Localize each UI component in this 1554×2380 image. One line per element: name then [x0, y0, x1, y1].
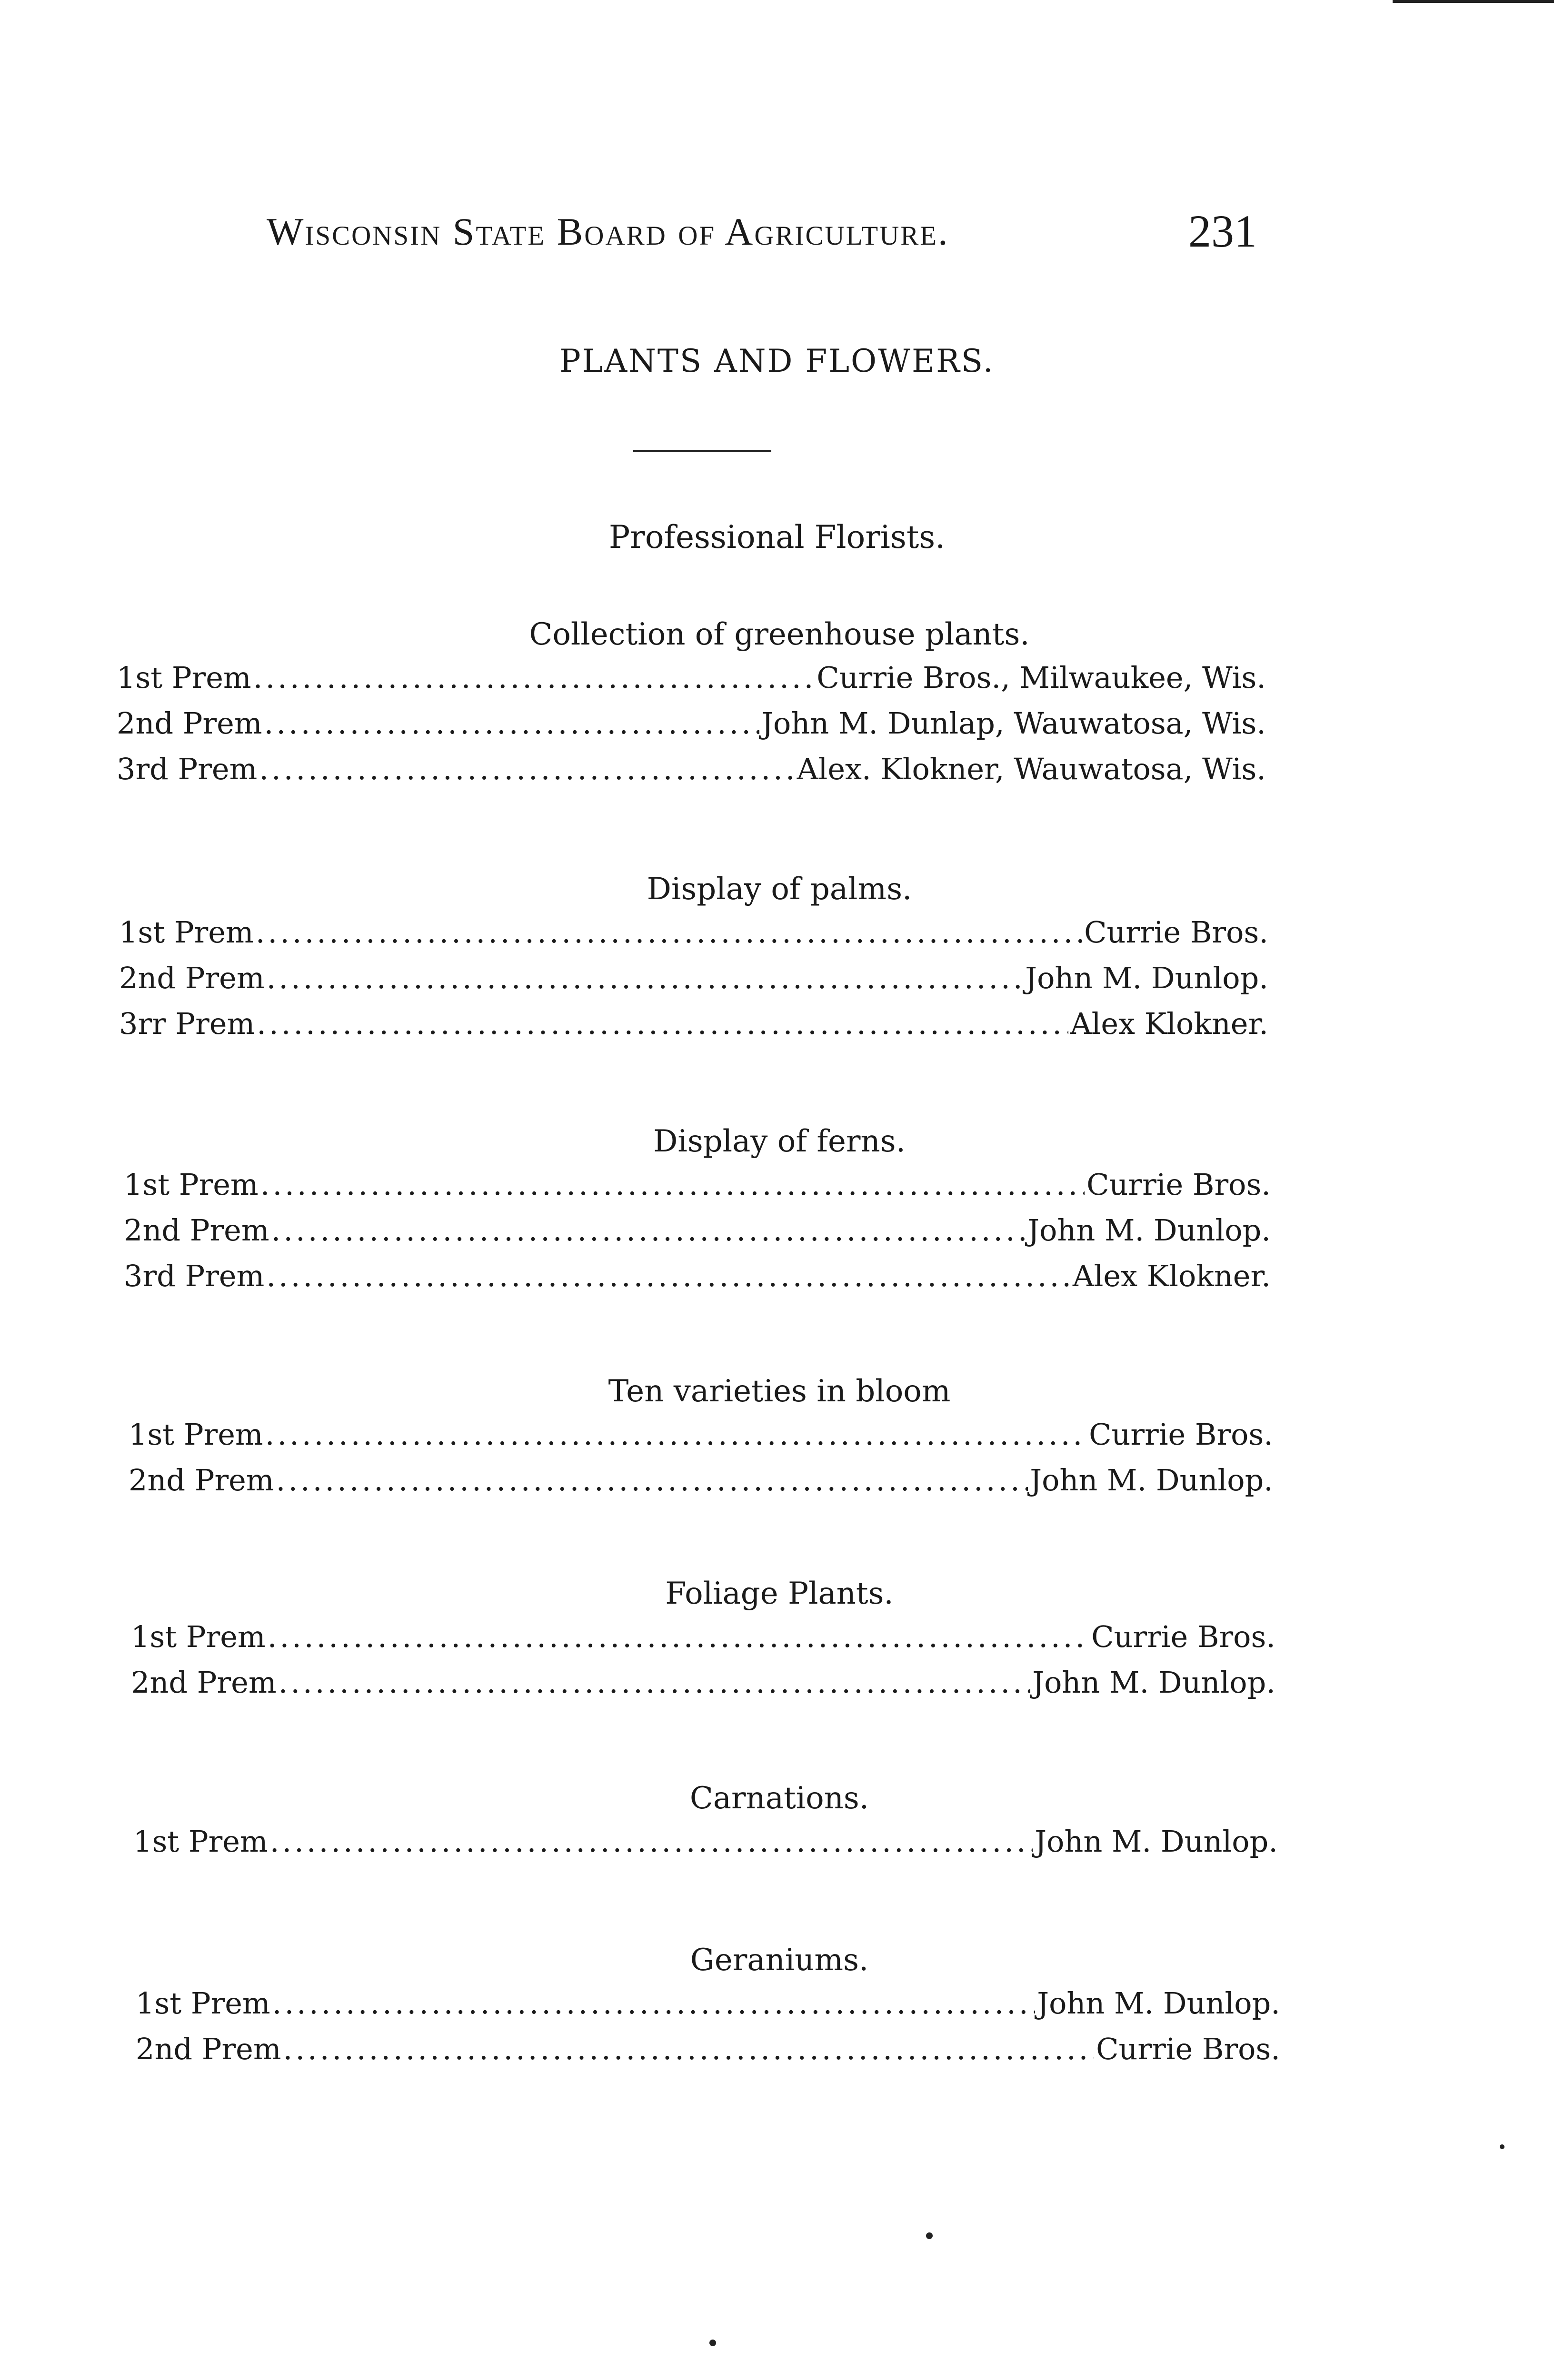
award-winner: Currie Bros. — [1096, 2032, 1280, 2066]
dot-leader — [279, 1660, 1031, 1706]
award-place: 1st Prem — [133, 1824, 268, 1859]
award-entry — [119, 955, 1268, 1001]
award-place: 2nd Prem — [129, 1463, 274, 1497]
award-entry — [129, 1458, 1273, 1503]
dot-leader — [256, 910, 1082, 955]
award-entry — [124, 1208, 1271, 1253]
award-place: 1st Prem — [124, 1167, 259, 1202]
dot-leader — [267, 955, 1024, 1001]
title-divider — [633, 450, 771, 452]
award-winner: Currie Bros. — [1089, 1417, 1273, 1452]
dot-leader — [265, 1412, 1087, 1458]
dot-leader — [259, 746, 795, 792]
award-winner: John M. Dunlop. — [1032, 1665, 1275, 1700]
category-title: Ten varieties in bloom — [608, 1374, 951, 1409]
award-entry — [119, 1001, 1268, 1047]
award-entry — [117, 701, 1266, 746]
award-entry — [124, 1253, 1271, 1299]
category-ferns — [0, 1121, 1554, 1299]
dot-leader — [257, 1001, 1068, 1047]
award-place: 1st Prem — [119, 915, 254, 950]
award-winner: Alex Klokner. — [1072, 1259, 1271, 1293]
award-winner: Currie Bros. — [1084, 915, 1268, 950]
award-place: 1st Prem — [117, 660, 251, 695]
category-palms — [0, 869, 1554, 1047]
award-place: 2nd Prem — [131, 1665, 277, 1700]
category-geraniums — [0, 1940, 1554, 2072]
award-entry — [136, 2026, 1280, 2072]
award-entry — [136, 1981, 1280, 2026]
running-head: Wisconsin State Board of Agriculture. — [267, 210, 949, 253]
award-winner: Alex. Klokner, Wauwatosa, Wis. — [797, 752, 1266, 786]
award-winner: Alex Klokner. — [1070, 1006, 1268, 1041]
dot-leader — [272, 1981, 1035, 2026]
scan-speck — [1500, 2144, 1504, 2149]
award-winner: Currie Bros. — [1086, 1167, 1271, 1202]
dot-leader — [276, 1458, 1028, 1503]
award-winner: John M. Dunlop. — [1027, 1213, 1271, 1248]
category-title: Geraniums. — [690, 1943, 869, 1978]
dot-leader — [271, 1208, 1026, 1253]
category-title: Collection of greenhouse plants. — [529, 617, 1030, 652]
award-entry — [131, 1614, 1275, 1660]
category-ten-varieties — [0, 1371, 1554, 1503]
scan-speck — [926, 2232, 933, 2239]
award-place: 3rr Prem — [119, 1006, 255, 1041]
award-place: 1st Prem — [129, 1417, 263, 1452]
dot-leader — [266, 1253, 1071, 1299]
award-winner: John M. Dunlop. — [1035, 1824, 1278, 1859]
award-entry — [133, 1819, 1278, 1864]
award-entry — [124, 1162, 1271, 1208]
award-winner: John M. Dunlap, Wauwatosa, Wis. — [761, 706, 1266, 741]
award-place: 1st Prem — [131, 1619, 266, 1654]
dot-leader — [260, 1162, 1085, 1208]
dot-leader — [270, 1819, 1033, 1864]
dot-leader — [268, 1614, 1089, 1660]
category-carnations — [0, 1778, 1554, 1864]
award-place: 2nd Prem — [119, 961, 265, 995]
award-winner: Currie Bros., Milwaukee, Wis. — [817, 660, 1266, 695]
award-place: 3rd Prem — [117, 752, 258, 786]
award-entry — [117, 655, 1266, 701]
dot-leader — [283, 2026, 1094, 2072]
award-entry — [117, 746, 1266, 792]
category-foliage-plants — [0, 1573, 1554, 1706]
category-greenhouse-plants — [0, 614, 1554, 792]
category-title: Display of palms. — [647, 872, 912, 907]
page-number: 231 — [1188, 206, 1257, 257]
dot-leader — [253, 655, 815, 701]
award-entry — [119, 910, 1268, 955]
award-place: 3rd Prem — [124, 1259, 265, 1293]
award-place: 2nd Prem — [136, 2032, 281, 2066]
award-entry — [131, 1660, 1275, 1706]
section-title: PLANTS AND FLOWERS. — [559, 343, 995, 379]
category-title: Carnations. — [689, 1781, 869, 1816]
dot-leader — [264, 701, 760, 746]
award-place: 1st Prem — [136, 1986, 270, 2021]
top-edge-rule — [1393, 0, 1554, 3]
page-header — [267, 200, 1257, 257]
award-place: 2nd Prem — [117, 706, 262, 741]
subsection-title: Professional Florists. — [608, 519, 946, 555]
award-winner: John M. Dunlop. — [1037, 1986, 1280, 2021]
award-winner: John M. Dunlop. — [1030, 1463, 1273, 1497]
award-entry — [129, 1412, 1273, 1458]
category-title: Display of ferns. — [653, 1124, 906, 1159]
scan-speck — [709, 2340, 716, 2346]
award-winner: John M. Dunlop. — [1025, 961, 1268, 995]
category-title: Foliage Plants. — [665, 1576, 894, 1611]
award-winner: Currie Bros. — [1091, 1619, 1275, 1654]
award-place: 2nd Prem — [124, 1213, 269, 1248]
